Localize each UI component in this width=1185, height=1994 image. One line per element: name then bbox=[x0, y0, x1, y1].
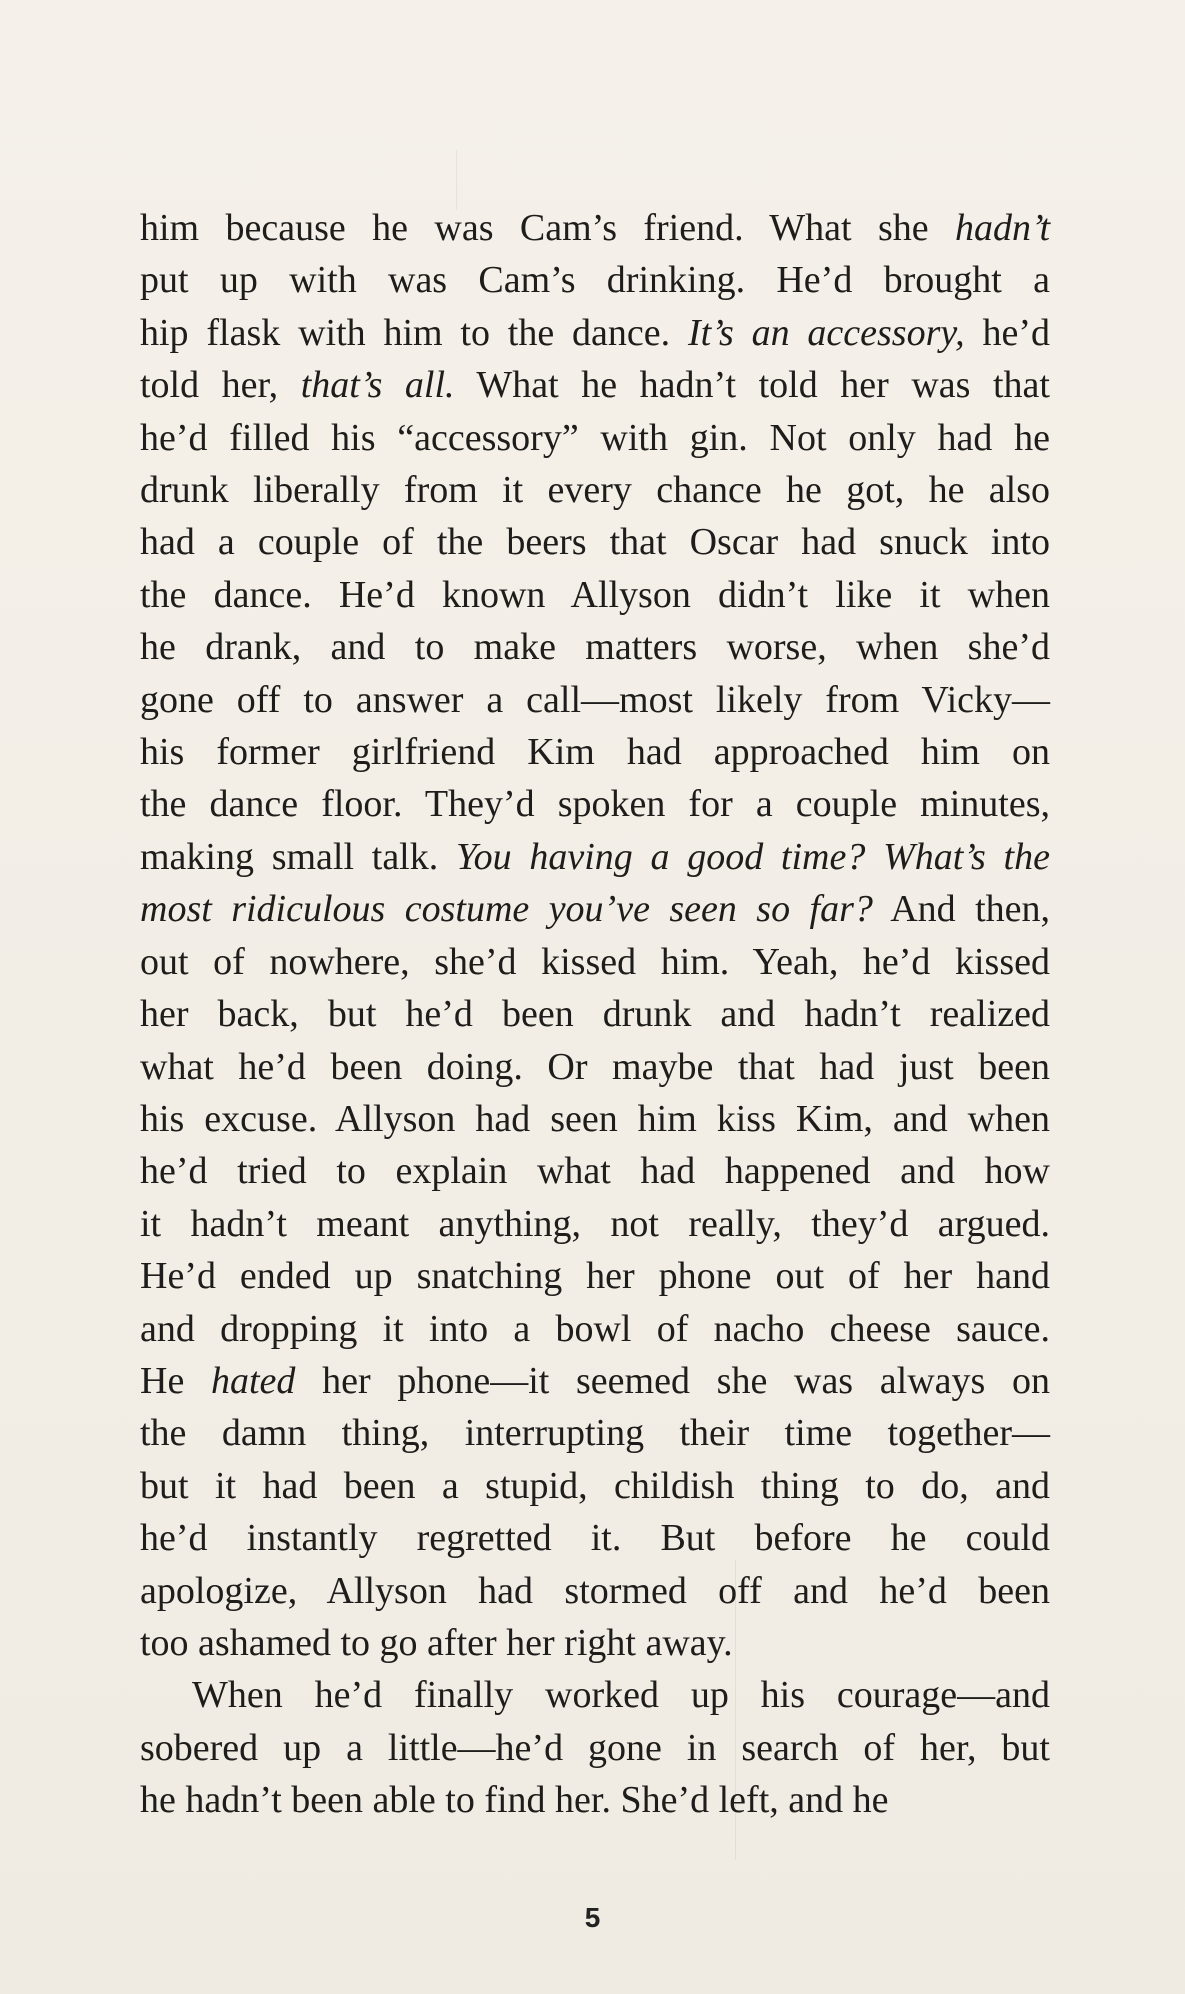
text-line bbox=[140, 621, 1050, 673]
text-run: He’d ended up snatching her phone out of her hand bbox=[140, 1255, 1050, 1298]
italic-text: You having a good time? What’s the bbox=[455, 835, 1050, 878]
text-line bbox=[140, 307, 1050, 359]
text-line bbox=[140, 359, 1050, 411]
italic-text: hated bbox=[211, 1359, 296, 1402]
paragraph bbox=[140, 202, 1050, 1669]
page-number: 5 bbox=[584, 1902, 601, 1933]
text-run: the damn thing, interrupting their time together— bbox=[140, 1412, 1050, 1455]
text-run: but it had been a stupid, childish thing to do, and bbox=[140, 1464, 1050, 1507]
text-run: the dance floor. They’d spoken for a couple minutes, bbox=[140, 783, 1050, 826]
text-line bbox=[140, 1355, 1050, 1407]
text-run: put up with was Cam’s drinking. He’d brought a bbox=[140, 259, 1050, 302]
text-run: had a couple of the beers that Oscar had snuck into bbox=[140, 521, 1050, 564]
text-line bbox=[140, 778, 1050, 830]
text-run: he’d instantly regretted it. But before he could bbox=[140, 1517, 1050, 1560]
italic-text: It’s an accessory, bbox=[687, 311, 965, 354]
text-run: he hadn’t been able to find her. She’d left, and he bbox=[140, 1779, 889, 1822]
text-line bbox=[140, 1145, 1050, 1197]
text-run: apologize, Allyson had stormed off and he’d been bbox=[140, 1569, 1050, 1612]
text-run: gone off to answer a call—most likely from Vicky— bbox=[140, 678, 1050, 721]
text-line bbox=[140, 883, 1050, 935]
text-run: He bbox=[140, 1359, 211, 1402]
text-run: too ashamed to go after her right away. bbox=[140, 1621, 733, 1664]
text-run: his former girlfriend Kim had approached him on bbox=[140, 731, 1050, 774]
text-run: And then, bbox=[872, 888, 1050, 931]
text-line bbox=[140, 988, 1050, 1040]
text-line bbox=[140, 936, 1050, 988]
text-line bbox=[140, 1198, 1050, 1250]
text-run: his excuse. Allyson had seen him kiss Kim, and when bbox=[140, 1097, 1050, 1140]
page-crease bbox=[456, 150, 457, 210]
paragraph bbox=[140, 1669, 1050, 1826]
text-run: her back, but he’d been drunk and hadn’t realized bbox=[140, 993, 1050, 1036]
text-line bbox=[140, 1093, 1050, 1145]
text-run: When he’d finally worked up his courage—and bbox=[192, 1674, 1050, 1717]
text-line bbox=[140, 202, 1050, 254]
text-line bbox=[140, 1617, 1050, 1669]
text-run: him because he was Cam’s friend. What she bbox=[140, 207, 955, 249]
text-line bbox=[140, 1669, 1050, 1721]
text-run: making small talk. bbox=[140, 835, 456, 878]
text-line bbox=[140, 674, 1050, 726]
text-line bbox=[140, 1460, 1050, 1512]
text-line bbox=[140, 1303, 1050, 1355]
text-run: it hadn’t meant anything, not really, they’d argued. bbox=[140, 1202, 1050, 1245]
text-line bbox=[140, 831, 1050, 883]
text-line bbox=[140, 726, 1050, 778]
text-run: hip flask with him to the dance. bbox=[140, 311, 688, 354]
text-line bbox=[140, 1774, 1050, 1826]
text-line bbox=[140, 1250, 1050, 1302]
italic-text: that’s all. bbox=[300, 364, 455, 407]
text-line bbox=[140, 1565, 1050, 1617]
text-line bbox=[140, 569, 1050, 621]
italic-text: most ridiculous costume you’ve seen so far? bbox=[140, 888, 873, 931]
text-run: he’d tried to explain what had happened and how bbox=[140, 1150, 1050, 1193]
text-run: what he’d been doing. Or maybe that had just been bbox=[140, 1045, 1050, 1088]
text-line bbox=[140, 412, 1050, 464]
text-run: he’d bbox=[964, 311, 1050, 354]
text-run: the dance. He’d known Allyson didn’t like it when bbox=[140, 573, 1050, 616]
text-run: sobered up a little—he’d gone in search of her, but bbox=[140, 1726, 1050, 1769]
text-run: told her, bbox=[140, 364, 301, 407]
text-run: her phone—it seemed she was always on bbox=[295, 1359, 1050, 1402]
text-run: he’d filled his “accessory” with gin. Not only had he bbox=[140, 416, 1050, 459]
body-text bbox=[140, 202, 1050, 1827]
text-line bbox=[140, 1407, 1050, 1459]
text-run: out of nowhere, she’d kissed him. Yeah, he’d kissed bbox=[140, 940, 1050, 983]
text-run: he drank, and to make matters worse, when she’d bbox=[140, 626, 1050, 669]
text-line bbox=[140, 1041, 1050, 1093]
text-run: and dropping it into a bowl of nacho cheese sauce. bbox=[140, 1307, 1050, 1350]
text-line bbox=[140, 516, 1050, 568]
text-line bbox=[140, 464, 1050, 516]
text-run: What he hadn’t told her was that bbox=[454, 364, 1050, 407]
text-line bbox=[140, 1512, 1050, 1564]
italic-text: hadn’t bbox=[955, 207, 1050, 249]
text-line bbox=[140, 254, 1050, 306]
text-line bbox=[140, 1722, 1050, 1774]
text-run: drunk liberally from it every chance he got, he also bbox=[140, 469, 1050, 512]
